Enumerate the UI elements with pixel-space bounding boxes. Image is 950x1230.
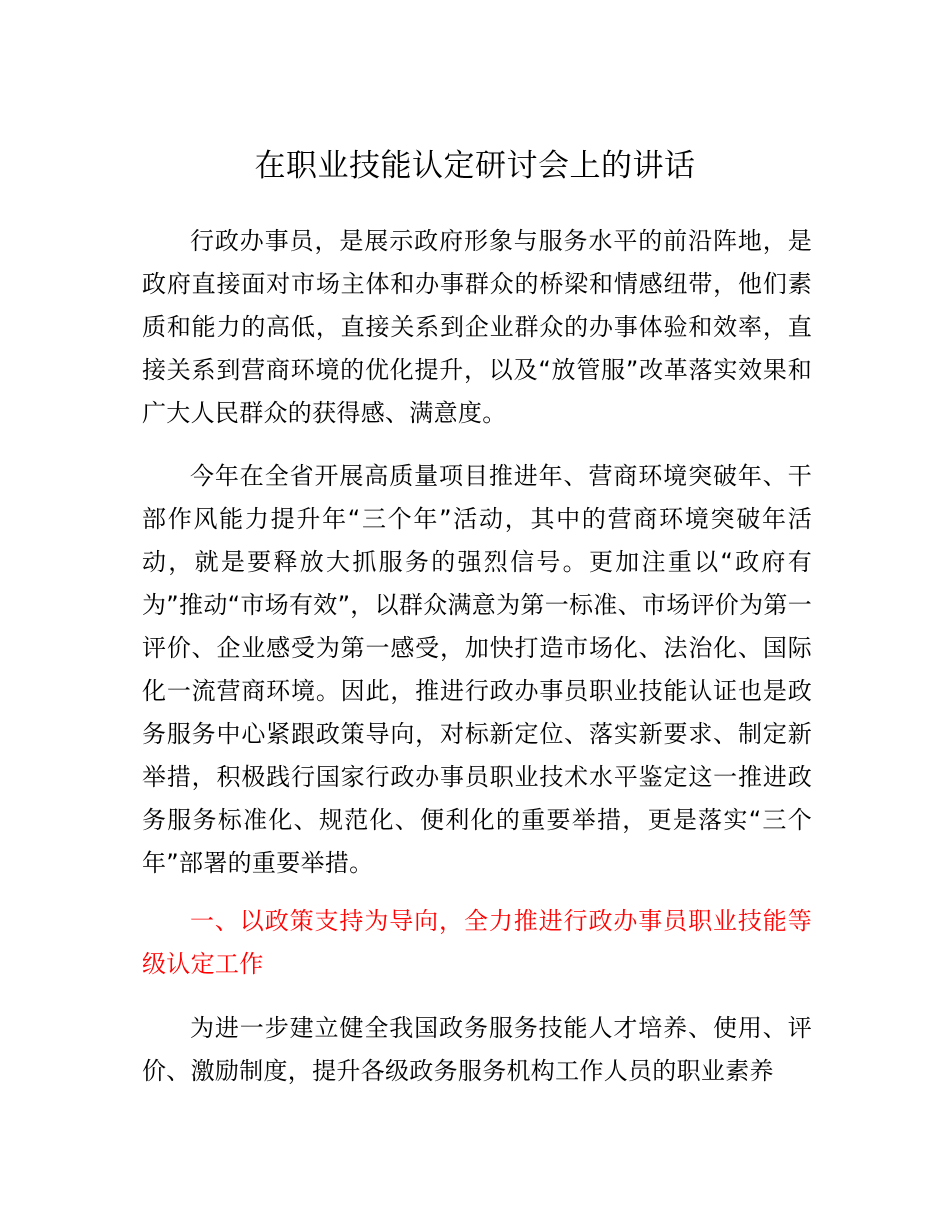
paragraph-2: 今年在全省开展高质量项目推进年、营商环境突破年、干部作风能力提升年“三个年”活动，其中的营商环境突破年活动，就是要释放大抓服务的强烈信号。更加注重以“政府有为”推动“市场有效”，以群众满意为第一标准、市场评价为第一评价、企业感受为第一感受，加快打造市场化、法治化、国际化一流营商环境。因此，推进行政办事员职业技能认证也是政务服务中心紧跟政策导向，对标新定位、落实新要求、制定新举措，积极践行国家行政办事员职业技术水平鉴定这一推进政务服务标准化、规范化、便利化的重要举措，更是落实“三个年”部署的重要举措。 [142, 462, 812, 877]
paragraph-1: 行政办事员，是展示政府形象与服务水平的前沿阵地，是政府直接面对市场主体和办事群众的桥梁和情感纽带，他们素质和能力的高低，直接关系到企业群众的办事体验和效率，直接关系到营商环境的优化提升，以及“放管服”改革落实效果和广大人民群众的获得感、满意度。 [142, 227, 812, 427]
section-heading-1: 一、以政策支持为导向，全力推进行政办事员职业技能等级认定工作 [142, 907, 812, 978]
paragraph-3: 为进一步建立健全我国政务服务技能人才培养、使用、评价、激励制度，提升各级政务服务机构工作人员的职业素养 [142, 1014, 812, 1085]
document-title: 在职业技能认定研讨会上的讲话 [254, 148, 696, 184]
